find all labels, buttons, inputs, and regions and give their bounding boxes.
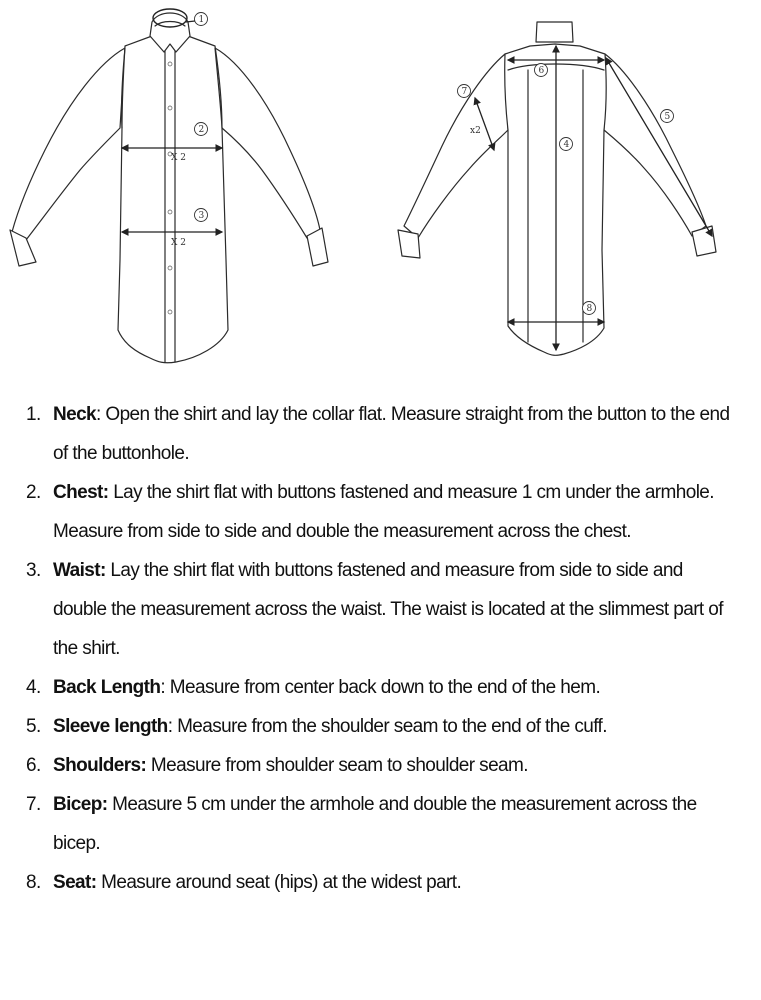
instruction-item-seat	[0, 863, 761, 902]
instruction-term: Bicep:	[53, 794, 108, 815]
instruction-separator: :	[160, 677, 166, 698]
instruction-text: Measure from the shoulder seam to the end of the cuff.	[172, 716, 607, 737]
bicep-x2-label: x2	[470, 126, 481, 136]
instruction-number: 7.	[26, 794, 41, 815]
back-right-cuff	[692, 226, 716, 256]
instruction-text: Measure from shoulder seam to shoulder seam.	[146, 755, 528, 776]
instruction-term: Back Length	[53, 677, 161, 698]
chest-x2-label: X 2	[171, 153, 186, 163]
front-shirt-drawing	[10, 9, 328, 363]
marker-1-label: 1	[198, 15, 205, 25]
instruction-item-chest	[0, 473, 761, 551]
marker-7-label: 7	[461, 87, 468, 97]
marker-2-label: 2	[198, 125, 205, 135]
instruction-text: Measure 5 cm under the armhole and double the measurement across the bicep.	[53, 794, 697, 854]
instruction-text: Lay the shirt flat with buttons fastened and measure from side to side and double the measurement across the waist. The waist is located at the slimmest part of the shirt.	[53, 560, 723, 659]
back-shirt-drawing	[398, 22, 716, 355]
instruction-item-neck	[0, 395, 761, 473]
shirt-measurement-diagram	[0, 0, 761, 370]
front-right-cuff	[307, 228, 328, 266]
instruction-item-back-length	[0, 668, 761, 707]
back-left-cuff	[398, 230, 420, 258]
marker-6-label: 6	[538, 66, 545, 76]
button-dot	[168, 210, 172, 214]
instruction-separator: :	[96, 404, 101, 425]
button-dot	[168, 266, 172, 270]
instruction-term: Sleeve length	[53, 716, 168, 737]
back-collar	[536, 22, 573, 42]
instruction-item-bicep	[0, 785, 761, 863]
instruction-number: 5.	[26, 716, 41, 737]
instruction-number: 3.	[26, 560, 41, 581]
button-dot	[168, 310, 172, 314]
waist-x2-label: X 2	[171, 238, 186, 248]
instruction-number: 1.	[26, 404, 41, 425]
instruction-text: Measure from center back down to the end of the hem.	[165, 677, 601, 698]
front-left-sleeve	[12, 48, 125, 240]
instruction-number: 8.	[26, 872, 41, 893]
front-right-sleeve	[215, 48, 320, 238]
front-body	[118, 36, 228, 363]
button-dot	[168, 62, 172, 66]
button-dot	[168, 106, 172, 110]
marker-5-label: 5	[664, 112, 671, 122]
marker-4-label: 4	[563, 140, 570, 150]
instruction-term: Waist:	[53, 560, 106, 581]
instruction-separator: :	[167, 716, 173, 737]
marker-3-label: 3	[198, 211, 205, 221]
instruction-term: Seat:	[53, 872, 97, 893]
instruction-item-shoulders	[0, 746, 761, 785]
instruction-text: Open the shirt and lay the collar flat. Measure straight from the button to the end of the buttonhole.	[53, 404, 730, 464]
instruction-text: Measure around seat (hips) at the widest part.	[96, 872, 462, 893]
instruction-number: 4.	[26, 677, 41, 698]
instruction-item-waist	[0, 551, 761, 668]
sleeve-length-measure-line	[606, 58, 712, 236]
instruction-term: Neck	[53, 404, 97, 425]
instruction-text: Lay the shirt flat with buttons fastened and measure 1 cm under the armhole. Measure from side to side and double the measurement across the chest.	[53, 482, 714, 542]
instruction-number: 6.	[26, 755, 41, 776]
instruction-number: 2.	[26, 482, 41, 503]
instruction-term: Chest:	[53, 482, 109, 503]
marker-8-label: 8	[586, 304, 593, 314]
instruction-term: Shoulders:	[53, 755, 147, 776]
measurement-instructions-list	[0, 395, 761, 902]
instruction-item-sleeve-length	[0, 707, 761, 746]
